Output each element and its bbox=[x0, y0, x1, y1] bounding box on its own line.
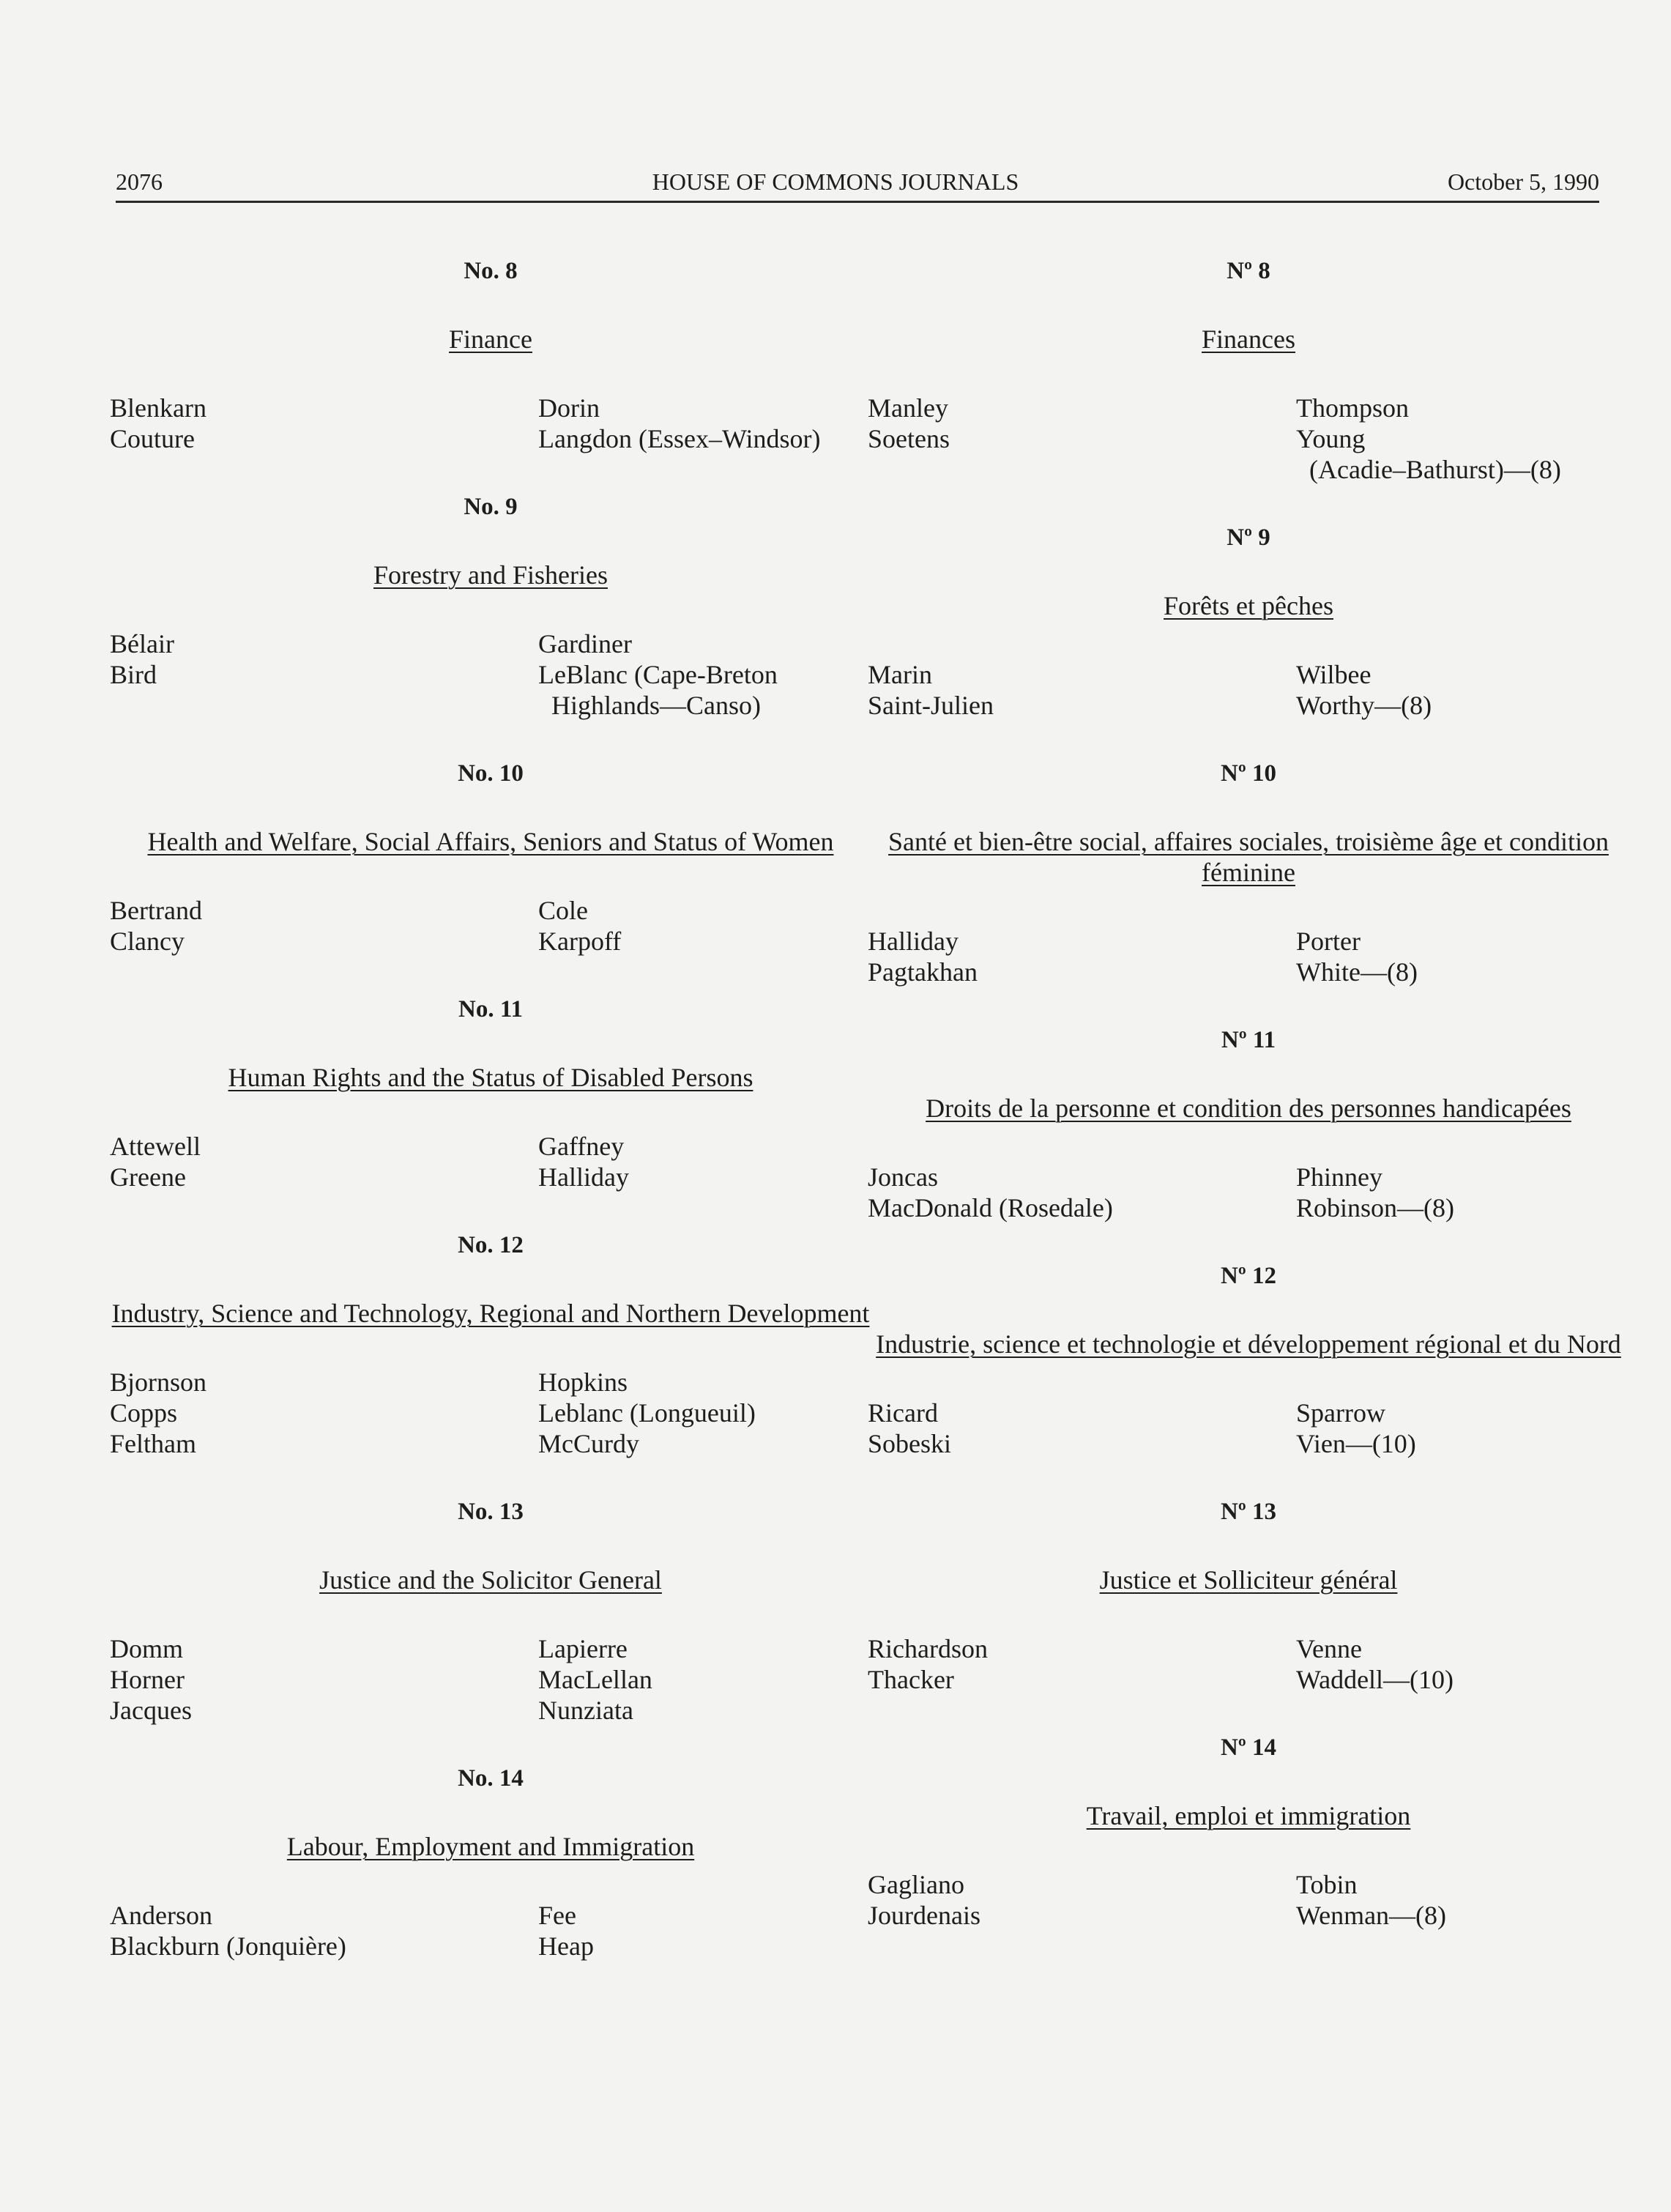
member-list bbox=[868, 1633, 1629, 1695]
committee-title-wrap bbox=[868, 1329, 1629, 1359]
member-name: Sparrow bbox=[1296, 1398, 1385, 1428]
member-name: Fee bbox=[538, 1901, 576, 1930]
member-list bbox=[110, 1633, 871, 1726]
journal-date: October 5, 1990 bbox=[1447, 168, 1599, 195]
committee-number: No. 12 bbox=[458, 1232, 524, 1258]
committee-title: Forêts et pêches bbox=[1164, 591, 1333, 620]
member-column bbox=[1296, 393, 1629, 485]
member-list bbox=[868, 1398, 1629, 1459]
member-name: (Acadie–Bathurst)—(8) bbox=[1309, 455, 1561, 484]
section-gap bbox=[868, 1695, 1629, 1733]
section-gap bbox=[110, 721, 871, 759]
section-gap bbox=[868, 987, 1629, 1025]
committee-title: Finance bbox=[449, 324, 532, 354]
committee-section bbox=[868, 759, 1629, 1025]
member-name: Tobin bbox=[1296, 1870, 1358, 1899]
committee-section bbox=[868, 1261, 1629, 1497]
committee-title: Finances bbox=[1202, 324, 1295, 354]
member-name: Highlands—Canso) bbox=[551, 691, 761, 720]
member-name: Bjornson bbox=[110, 1367, 207, 1397]
committee-section bbox=[868, 1497, 1629, 1733]
member-column bbox=[1296, 1162, 1629, 1223]
member-column bbox=[538, 895, 871, 957]
member-column bbox=[868, 659, 1296, 721]
member-column bbox=[868, 393, 1296, 485]
member-name: MacDonald (Rosedale) bbox=[868, 1193, 1113, 1222]
committee-title: Santé et bien-être social, affaires sociales, troisième âge et condition féminine bbox=[888, 827, 1609, 887]
member-name: Anderson bbox=[110, 1901, 212, 1930]
member-column bbox=[110, 628, 538, 721]
member-list bbox=[868, 1869, 1629, 1931]
committee-title-wrap bbox=[868, 826, 1629, 888]
committee-title-wrap bbox=[868, 1093, 1629, 1124]
committee-number: Nº 14 bbox=[1221, 1734, 1276, 1761]
member-name: Wilbee bbox=[1296, 660, 1372, 689]
member-name: Copps bbox=[110, 1398, 178, 1428]
committee-number: Nº 12 bbox=[1221, 1263, 1276, 1289]
member-column bbox=[110, 1367, 538, 1459]
member-column bbox=[538, 1367, 871, 1459]
member-column bbox=[538, 628, 871, 721]
committee-title: Industrie, science et technologie et développement régional et du Nord bbox=[876, 1329, 1621, 1359]
committee-title: Travail, emploi et immigration bbox=[1086, 1801, 1411, 1830]
committee-number: No. 14 bbox=[458, 1765, 524, 1792]
committee-title-wrap bbox=[110, 1062, 871, 1093]
member-list bbox=[110, 1131, 871, 1192]
committee-title: Justice et Solliciteur général bbox=[1099, 1565, 1398, 1595]
member-list bbox=[110, 393, 871, 454]
member-column bbox=[538, 1131, 871, 1192]
member-name: Richardson bbox=[868, 1634, 988, 1663]
committee-title-wrap bbox=[110, 1565, 871, 1595]
committee-section bbox=[110, 256, 871, 492]
member-list bbox=[868, 1162, 1629, 1223]
section-gap bbox=[868, 1223, 1629, 1261]
member-list bbox=[868, 393, 1629, 485]
committee-title-wrap bbox=[110, 1298, 871, 1329]
member-name: Langdon (Essex–Windsor) bbox=[538, 424, 821, 453]
committee-title-wrap bbox=[110, 560, 871, 590]
committee-section bbox=[110, 759, 871, 995]
member-column bbox=[110, 1131, 538, 1192]
member-name: Waddell—(10) bbox=[1296, 1665, 1454, 1694]
member-name: Blackburn (Jonquière) bbox=[110, 1931, 346, 1961]
section-gap bbox=[110, 454, 871, 492]
member-name: Young bbox=[1296, 424, 1366, 453]
committee-title: Human Rights and the Status of Disabled Persons bbox=[228, 1063, 753, 1092]
committee-title-wrap bbox=[110, 324, 871, 355]
section-gap bbox=[868, 1931, 1629, 1969]
section-gap bbox=[868, 1459, 1629, 1497]
member-name: Halliday bbox=[868, 927, 959, 956]
member-name: Heap bbox=[538, 1931, 594, 1961]
committee-title-wrap bbox=[868, 1800, 1629, 1831]
member-list bbox=[110, 895, 871, 957]
member-list bbox=[868, 926, 1629, 987]
header-rule bbox=[116, 201, 1599, 203]
member-name: Vien—(10) bbox=[1296, 1429, 1416, 1458]
member-column bbox=[1296, 659, 1629, 721]
member-name: Bird bbox=[110, 660, 157, 689]
member-name: Porter bbox=[1296, 927, 1361, 956]
committee-title: Justice and the Solicitor General bbox=[319, 1565, 662, 1595]
member-column bbox=[868, 1869, 1296, 1931]
member-name: Gagliano bbox=[868, 1870, 964, 1899]
member-name: Halliday bbox=[538, 1162, 629, 1192]
member-column bbox=[1296, 1869, 1629, 1931]
member-name: Leblanc (Longueuil) bbox=[538, 1398, 756, 1428]
member-column bbox=[110, 895, 538, 957]
member-column bbox=[538, 1900, 871, 1962]
member-name: Cole bbox=[538, 896, 588, 925]
member-name: Blenkarn bbox=[110, 393, 206, 423]
member-column bbox=[868, 1633, 1296, 1695]
member-name: Joncas bbox=[868, 1162, 938, 1192]
member-name: Sobeski bbox=[868, 1429, 952, 1458]
member-column bbox=[538, 393, 871, 454]
committee-section bbox=[868, 523, 1629, 759]
member-list bbox=[110, 628, 871, 721]
member-list bbox=[868, 659, 1629, 721]
member-name: Jourdenais bbox=[868, 1901, 980, 1930]
committee-title-wrap bbox=[868, 1565, 1629, 1595]
committee-title-wrap bbox=[110, 1831, 871, 1862]
member-name: Bélair bbox=[110, 629, 174, 658]
member-name: Nunziata bbox=[538, 1696, 633, 1725]
member-name: Venne bbox=[1296, 1634, 1362, 1663]
member-name: Clancy bbox=[110, 927, 185, 956]
section-gap bbox=[110, 1962, 871, 2000]
member-name: Wenman—(8) bbox=[1296, 1901, 1447, 1930]
member-name: Gardiner bbox=[538, 629, 632, 658]
section-gap bbox=[110, 1459, 871, 1497]
member-name: Jacques bbox=[110, 1696, 192, 1725]
member-name: Karpoff bbox=[538, 927, 622, 956]
member-name: MacLellan bbox=[538, 1665, 652, 1694]
member-name: Soetens bbox=[868, 424, 950, 453]
committee-number: Nº 11 bbox=[1221, 1027, 1276, 1053]
committee-number: Nº 8 bbox=[1227, 258, 1270, 284]
journal-title: HOUSE OF COMMONS JOURNALS bbox=[652, 168, 1019, 195]
member-column bbox=[110, 393, 538, 454]
member-name: Pagtakhan bbox=[868, 957, 978, 987]
committee-number: No. 13 bbox=[458, 1499, 524, 1525]
committee-section bbox=[868, 1025, 1629, 1261]
committee-section bbox=[110, 1231, 871, 1497]
member-name: White—(8) bbox=[1296, 957, 1418, 987]
committee-section bbox=[868, 1733, 1629, 1969]
committee-section bbox=[110, 492, 871, 759]
member-name: Manley bbox=[868, 393, 948, 423]
member-column bbox=[868, 1162, 1296, 1223]
member-column bbox=[1296, 1633, 1629, 1695]
member-name: Robinson—(8) bbox=[1296, 1193, 1454, 1222]
english-column bbox=[110, 256, 871, 2000]
committee-number: Nº 9 bbox=[1227, 524, 1270, 551]
member-name: Couture bbox=[110, 424, 195, 453]
member-name: Gaffney bbox=[538, 1132, 625, 1161]
member-name: Hopkins bbox=[538, 1367, 628, 1397]
committee-section bbox=[110, 1764, 871, 2000]
member-name: Saint-Julien bbox=[868, 691, 994, 720]
member-name: Bertrand bbox=[110, 896, 202, 925]
member-name: Attewell bbox=[110, 1132, 201, 1161]
committee-title-wrap bbox=[868, 324, 1629, 355]
member-column bbox=[868, 926, 1296, 987]
member-name: Marin bbox=[868, 660, 932, 689]
member-name: Dorin bbox=[538, 393, 600, 423]
committee-title: Labour, Employment and Immigration bbox=[286, 1832, 695, 1861]
committee-section bbox=[110, 1497, 871, 1764]
member-name: Greene bbox=[110, 1162, 186, 1192]
page-number: 2076 bbox=[116, 168, 163, 195]
section-gap bbox=[110, 1192, 871, 1231]
committee-title-wrap bbox=[110, 826, 871, 857]
committee-section bbox=[110, 995, 871, 1231]
committee-number: Nº 13 bbox=[1221, 1499, 1276, 1525]
committee-title: Forestry and Fisheries bbox=[373, 560, 608, 590]
member-column bbox=[110, 1633, 538, 1726]
committee-number: No. 8 bbox=[464, 258, 518, 284]
member-name: Domm bbox=[110, 1634, 184, 1663]
committee-title: Droits de la personne et condition des personnes handicapées bbox=[926, 1094, 1571, 1123]
member-list bbox=[110, 1900, 871, 1962]
member-name: Horner bbox=[110, 1665, 185, 1694]
section-gap bbox=[868, 485, 1629, 523]
member-name: Thacker bbox=[868, 1665, 954, 1694]
member-name: Feltham bbox=[110, 1429, 196, 1458]
member-column bbox=[1296, 1398, 1629, 1459]
committee-number: No. 11 bbox=[458, 996, 523, 1023]
member-column bbox=[1296, 926, 1629, 987]
member-name: Phinney bbox=[1296, 1162, 1383, 1192]
french-column bbox=[868, 256, 1629, 1969]
committee-title: Industry, Science and Technology, Regional and Northern Development bbox=[111, 1299, 870, 1328]
committee-title: Health and Welfare, Social Affairs, Seniors and Status of Women bbox=[147, 827, 834, 856]
section-gap bbox=[110, 957, 871, 995]
committee-section bbox=[868, 256, 1629, 523]
member-name: McCurdy bbox=[538, 1429, 639, 1458]
committee-number: No. 9 bbox=[464, 494, 518, 520]
member-name: Worthy—(8) bbox=[1296, 691, 1432, 720]
member-column bbox=[868, 1398, 1296, 1459]
committee-number: Nº 10 bbox=[1221, 760, 1276, 787]
section-gap bbox=[868, 721, 1629, 759]
section-gap bbox=[110, 1726, 871, 1764]
member-column bbox=[538, 1633, 871, 1726]
member-name: LeBlanc (Cape-Breton bbox=[538, 660, 778, 689]
committee-title-wrap bbox=[868, 590, 1629, 621]
member-name: Lapierre bbox=[538, 1634, 628, 1663]
member-name: Thompson bbox=[1296, 393, 1410, 423]
committee-number: No. 10 bbox=[458, 760, 524, 787]
member-list bbox=[110, 1367, 871, 1459]
member-column bbox=[110, 1900, 538, 1962]
member-name: Ricard bbox=[868, 1398, 938, 1428]
